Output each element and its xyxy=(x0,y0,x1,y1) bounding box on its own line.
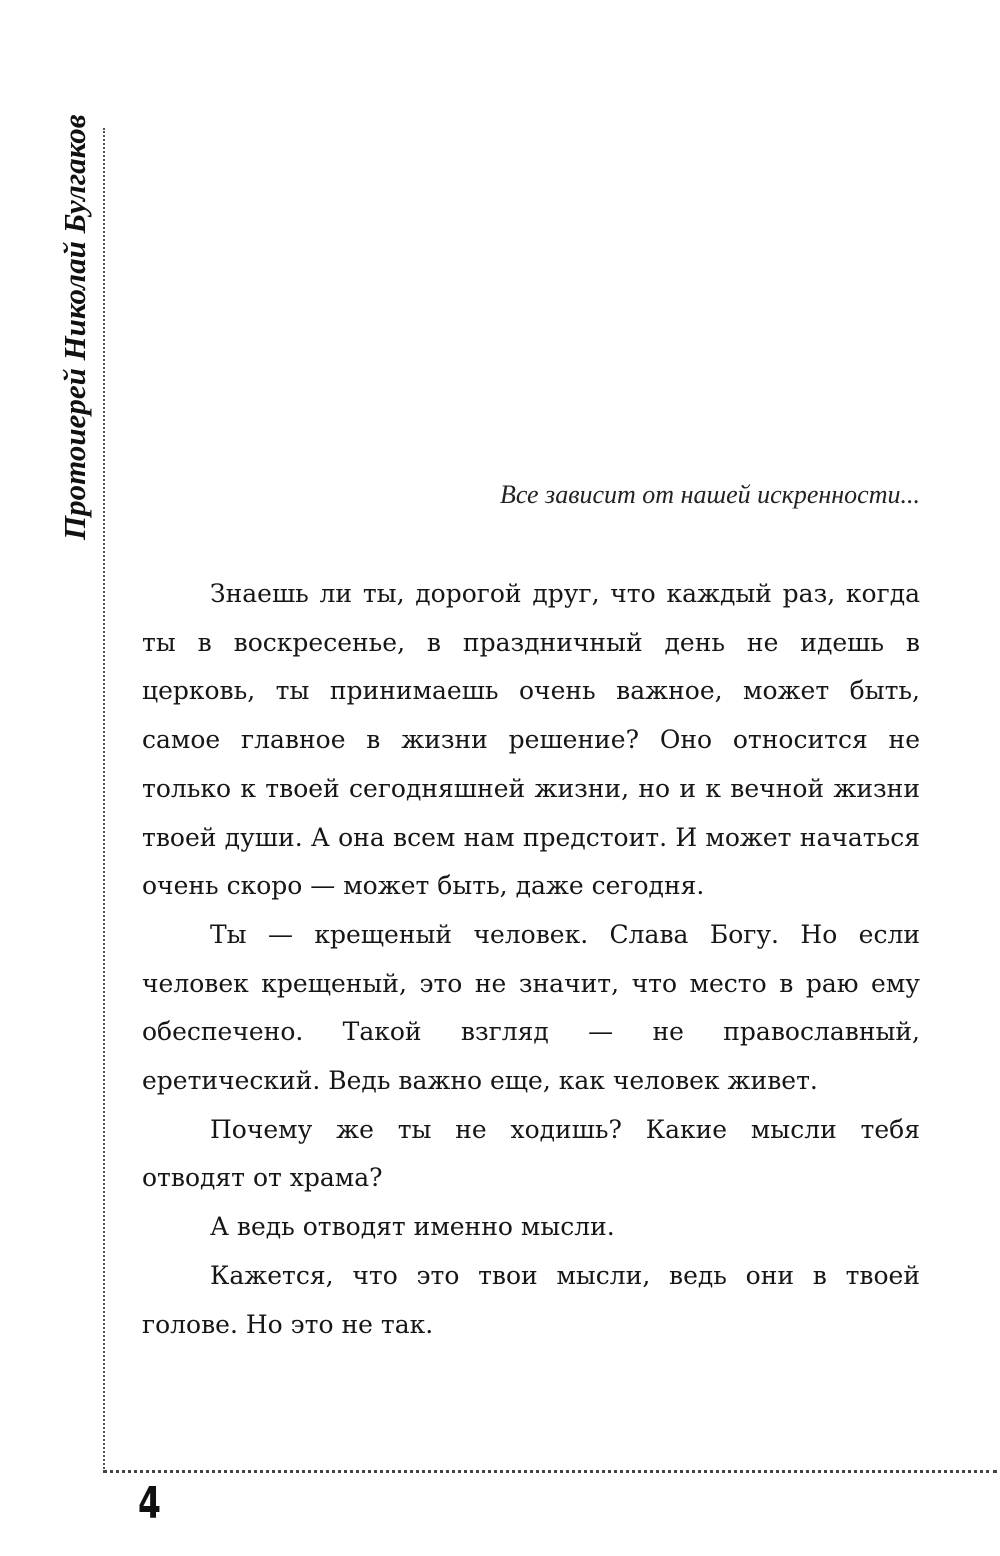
paragraph: Кажется, что это твои мысли, ведь они в твоей голове. Но это не так. xyxy=(142,1260,920,1339)
paragraph: Знаешь ли ты, дорогой друг, что каждый раз, когда ты в воскресенье, в праздничный день не идешь в церковь, ты принимаешь очень важное, может быть, самое главное в жизни решение? Оно относится не только к твоей сегодняшней жизни, но и к вечной жизни твоей души. А она всем нам предстоит. И может начаться очень скоро — может быть, даже сегодня. xyxy=(142,579,920,901)
paragraph: А ведь отводят именно мысли. xyxy=(210,1212,615,1242)
paragraph: Ты — крещеный человек. Слава Богу. Но если человек крещеный, это не значит, что место в раю ему обеспечено. Такой взгляд — не православный, еретический. Ведь важно еще, как человек живет. xyxy=(142,919,920,1096)
running-head: Протоиерей Николай Булгаков xyxy=(57,114,92,540)
page-number: 4 xyxy=(138,1478,161,1529)
margin-rule-vertical xyxy=(103,128,105,1473)
epigraph: Все зависит от нашей искренности... xyxy=(499,480,920,509)
paragraph: Почему же ты не ходишь? Какие мысли тебя отводят от храма? xyxy=(142,1114,920,1193)
margin-rule-horizontal xyxy=(103,1470,997,1473)
body-text xyxy=(142,570,920,1349)
